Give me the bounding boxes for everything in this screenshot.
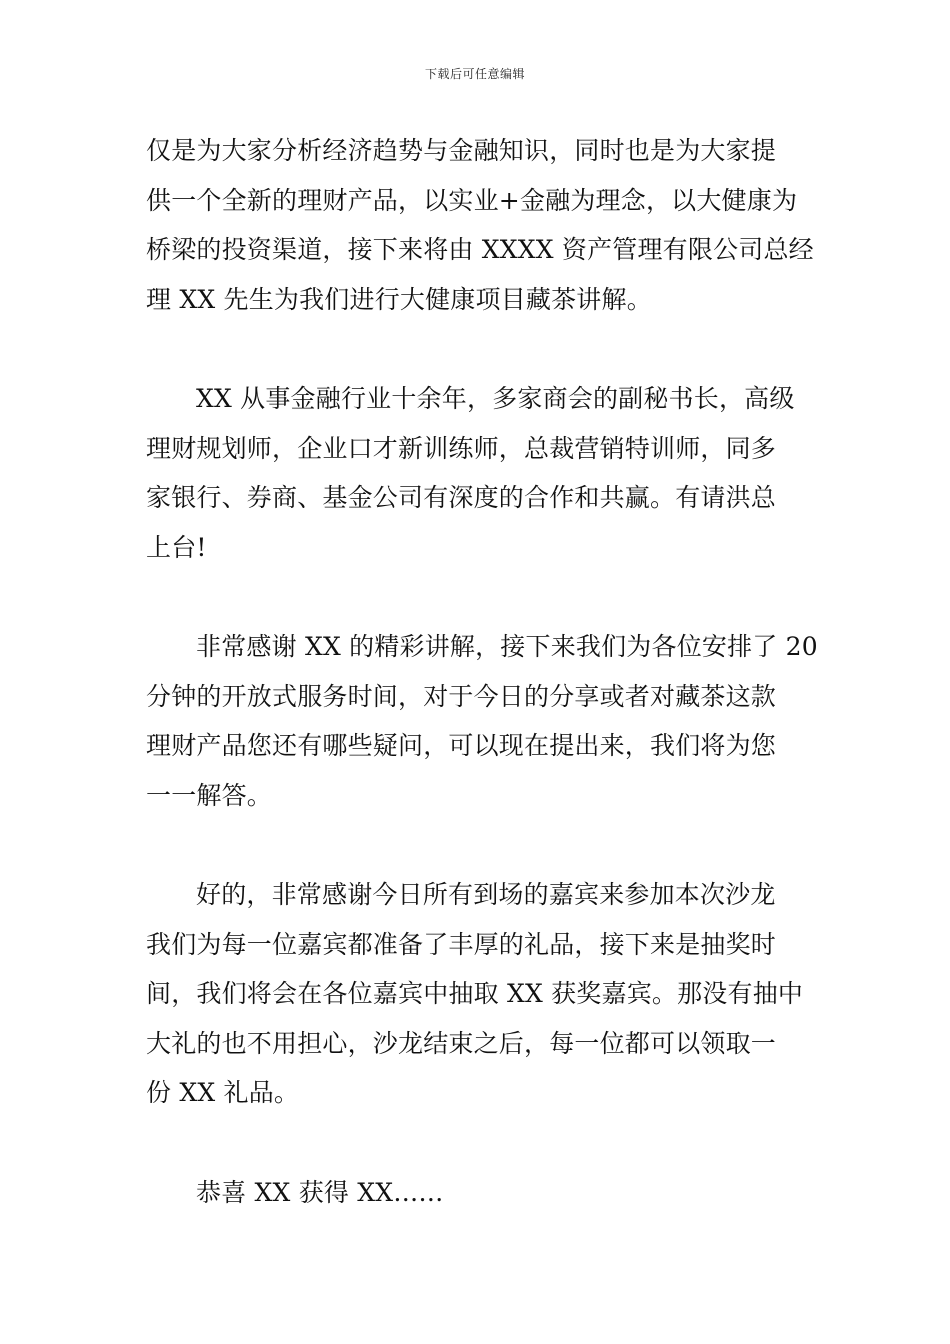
page-header: 下载后可任意编辑: [424, 67, 525, 81]
paragraph-speaker-bio: [146, 374, 806, 572]
paragraph-line: 分钟的开放式服务时间，对于今日的分享或者对藏茶这款: [146, 681, 777, 711]
paragraph-line: 上台!: [146, 532, 207, 562]
paragraph-line: 供一个全新的理财产品，以实业+金融为理念，以大健康为: [146, 185, 798, 215]
paragraph-line: 一一解答。: [146, 780, 273, 810]
paragraph-line: 份 XX 礼品。: [146, 1078, 300, 1107]
paragraph-line: 好的，非常感谢今日所有到场的嘉宾来参加本次沙龙: [196, 880, 776, 909]
paragraph-qa-session: [146, 622, 818, 820]
paragraph-line: 理财产品您还有哪些疑问，可以现在提出来，我们将为您: [146, 731, 777, 760]
paragraph-line: 恭喜 XX 获得 XX……: [196, 1177, 444, 1207]
paragraph-line: 理 XX 先生为我们进行大健康项目藏茶讲解。: [146, 284, 652, 314]
paragraph-line: 仅是为大家分析经济趋势与金融知识，同时也是为大家提: [146, 136, 777, 165]
paragraph-congrats: [146, 1168, 806, 1218]
paragraph-line: 家银行、券商、基金公司有深度的合作和共赢。有请洪总: [146, 483, 777, 512]
document-body: [146, 126, 818, 1267]
paragraph-line: 间，我们将会在各位嘉宾中抽取 XX 获奖嘉宾。那没有抽中: [146, 979, 804, 1008]
paragraph-line: 大礼的也不用担心，沙龙结束之后，每一位都可以领取一: [146, 1028, 777, 1058]
paragraph-line: 桥梁的投资渠道，接下来将由 XXXX 资产管理有限公司总经: [146, 235, 814, 264]
paragraph-line: XX 从事金融行业十余年，多家商会的副秘书长，高级: [196, 384, 795, 413]
paragraph-lottery: [146, 870, 806, 1118]
paragraph-intro-continuation: [146, 126, 814, 324]
paragraph-line: 非常感谢 XX 的精彩讲解，接下来我们为各位安排了 20: [196, 632, 818, 661]
paragraph-line: 我们为每一位嘉宾都准备了丰厚的礼品，接下来是抽奖时: [146, 929, 777, 959]
paragraph-line: 理财规划师，企业口才新训练师，总裁营销特训师，同多: [146, 433, 777, 463]
